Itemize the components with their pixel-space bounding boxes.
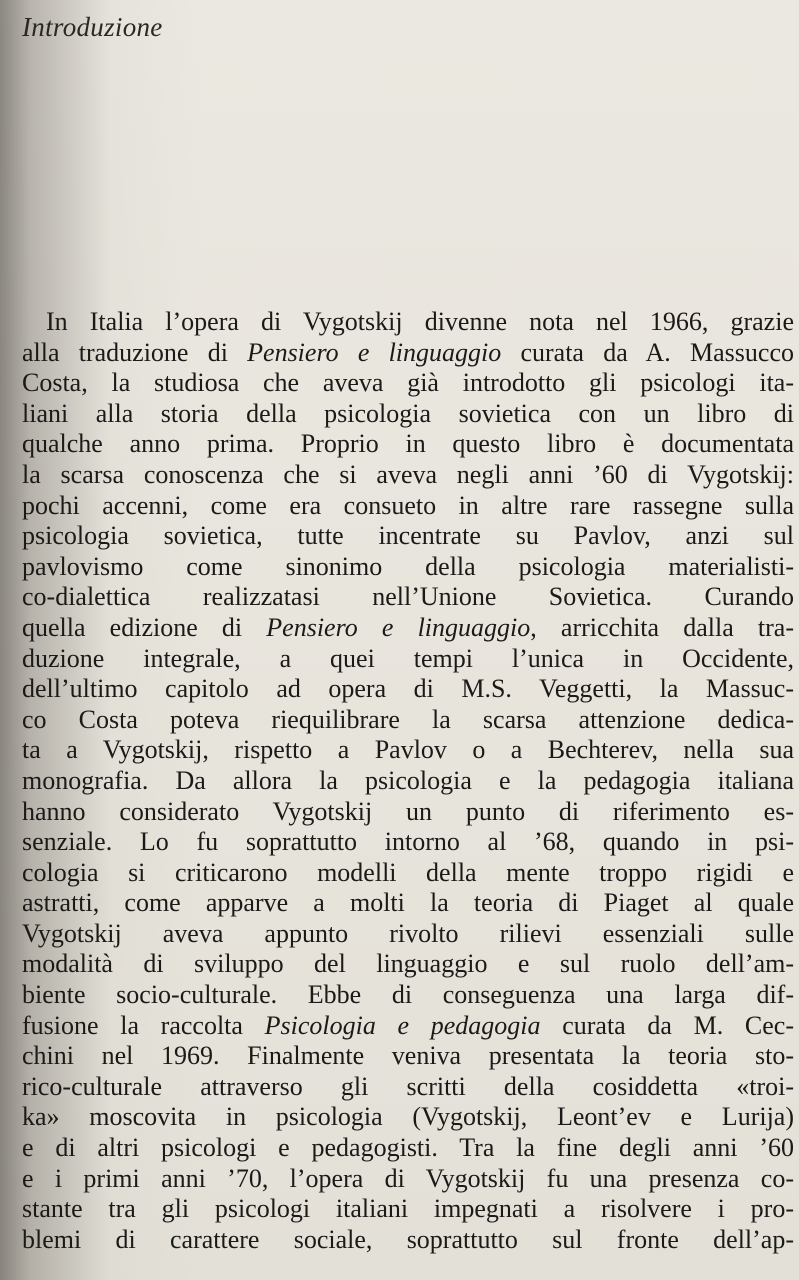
text-line: cologia si criticarono modelli della mente troppo rigidi e [22, 857, 794, 887]
text-line: modalità di sviluppo del linguaggio e sul ruolo dell’am- [22, 949, 794, 979]
text-line: dell’ultimo capitolo ad opera di M.S. Veggetti, la Massuc- [22, 674, 794, 704]
book-title: Psicologia e pedagogia [264, 1010, 541, 1040]
text-line: e di altri psicologi e pedagogisti. Tra la fine degli anni ’60 [22, 1133, 794, 1163]
running-head: Introduzione [22, 12, 163, 42]
text-line: pavlovismo come sinonimo della psicologia materialisti- [22, 551, 794, 581]
text-line: psicologia sovietica, tutte incentrate su Pavlov, anzi sul [22, 521, 794, 551]
book-title: Pensiero e linguaggio [247, 337, 502, 367]
text-line: biente socio-culturale. Ebbe di conseguenza una larga dif- [22, 980, 794, 1010]
text-line: monografia. Da allora la psicologia e la pedagogia italiana [22, 765, 794, 795]
body-paragraph [22, 307, 794, 1255]
text-line: rico-culturale attraverso gli scritti della cosiddetta «troi- [22, 1071, 794, 1101]
text-line: co Costa poteva riequilibrare la scarsa attenzione dedica- [22, 704, 794, 734]
text-line: chini nel 1969. Finalmente veniva presentata la teoria sto- [22, 1041, 794, 1071]
text-line: qualche anno prima. Proprio in questo libro è documentata [22, 429, 794, 459]
text-line: alla traduzione di Pensiero e linguaggio curata da A. Massucco [22, 337, 794, 367]
text-line: ka» moscovita in psicologia (Vygotskij, Leont’ev e Lurija) [22, 1102, 794, 1132]
text-line: blemi di carattere sociale, soprattutto sul fronte dell’ap- [22, 1224, 794, 1254]
text-line: co-dialettica realizzatasi nell’Unione Sovietica. Curando [22, 582, 794, 612]
text-line: duzione integrale, a quei tempi l’unica in Occidente, [22, 643, 794, 673]
text-line: stante tra gli psicologi italiani impegnati a risolvere i pro- [22, 1194, 794, 1224]
book-title: Pensiero e linguaggio [266, 612, 531, 642]
text-line: ta a Vygotskij, rispetto a Pavlov o a Bechterev, nella sua [22, 735, 794, 765]
text-line: pochi accenni, come era consueto in altre rare rassegne sulla [22, 490, 794, 520]
text-line: fusione la raccolta Psicologia e pedagogia curata da M. Cec- [22, 1010, 794, 1040]
text-line: la scarsa conoscenza che si aveva negli anni ’60 di Vygotskij: [22, 459, 794, 489]
text-line: hanno considerato Vygotskij un punto di riferimento es- [22, 796, 794, 826]
text-line: Costa, la studiosa che aveva già introdotto gli psicologi ita- [22, 368, 794, 398]
text-line: Vygotskij aveva appunto rivolto rilievi essenziali sulle [22, 918, 794, 948]
text-line: In Italia l’opera di Vygotskij divenne nota nel 1966, grazie [46, 307, 794, 336]
text-line: e i primi anni ’70, l’opera di Vygotskij fu una presenza co- [22, 1163, 794, 1193]
text-line: astratti, come apparve a molti la teoria di Piaget al quale [22, 888, 794, 918]
text-line: quella edizione di Pensiero e linguaggio, arricchita dalla tra- [22, 612, 794, 642]
text-line: liani alla storia della psicologia sovietica con un libro di [22, 398, 794, 428]
text-line: senziale. Lo fu soprattutto intorno al ’68, quando in psi- [22, 827, 794, 857]
